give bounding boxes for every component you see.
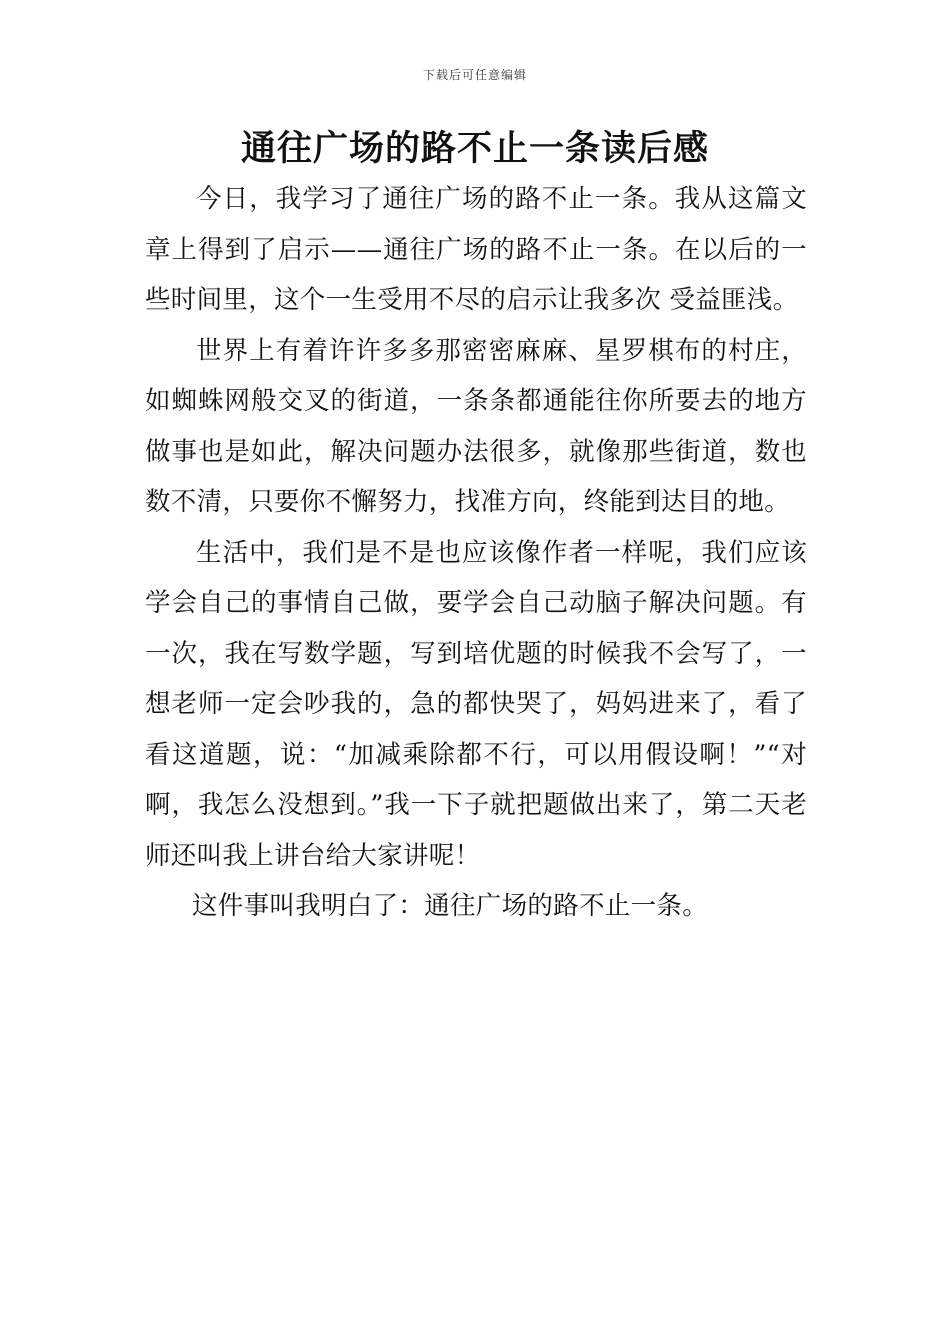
paragraph-1: 今日，我学习了通往广场的路不止一条。我从这篇文章上得到了启示——通往广场的路不止一条。在以后的一些时间里，这个一生受用不尽的启示让我多次 受益匪浅。 bbox=[145, 184, 807, 315]
document-title: 通往广场的路不止一条读后感 bbox=[240, 129, 709, 169]
paragraph-3: 生活中，我们是不是也应该像作者一样呢，我们应该学会自己的事情自己做，要学会自己动脑子解决问题。有一次，我在写数学题，写到培优题的时候我不会写了，一想老师一定会吵我的，急的都快哭了，妈妈进来了，看了看这道题，说：“加减乘除都不行，可以用假设啊！”“对啊，我怎么没想到。”我一下子就把题做出来了，第二天老师还叫我上讲台给大家讲呢！ bbox=[145, 537, 807, 871]
header-note: 下载后可任意编辑 bbox=[422, 68, 527, 82]
paragraph-4: 这件事叫我明白了：通往广场的路不止一条。 bbox=[192, 891, 709, 921]
paragraph-2: 世界上有着许许多多那密密麻麻、星罗棋布的村庄，如蜘蛛网般交叉的街道，一条条都通能往你所要去的地方做事也是如此，解决问题办法很多，就像那些街道，数也数不清，只要你不懈努力，找准方向，终能到达目的地。 bbox=[145, 335, 807, 517]
document-body bbox=[145, 174, 807, 932]
